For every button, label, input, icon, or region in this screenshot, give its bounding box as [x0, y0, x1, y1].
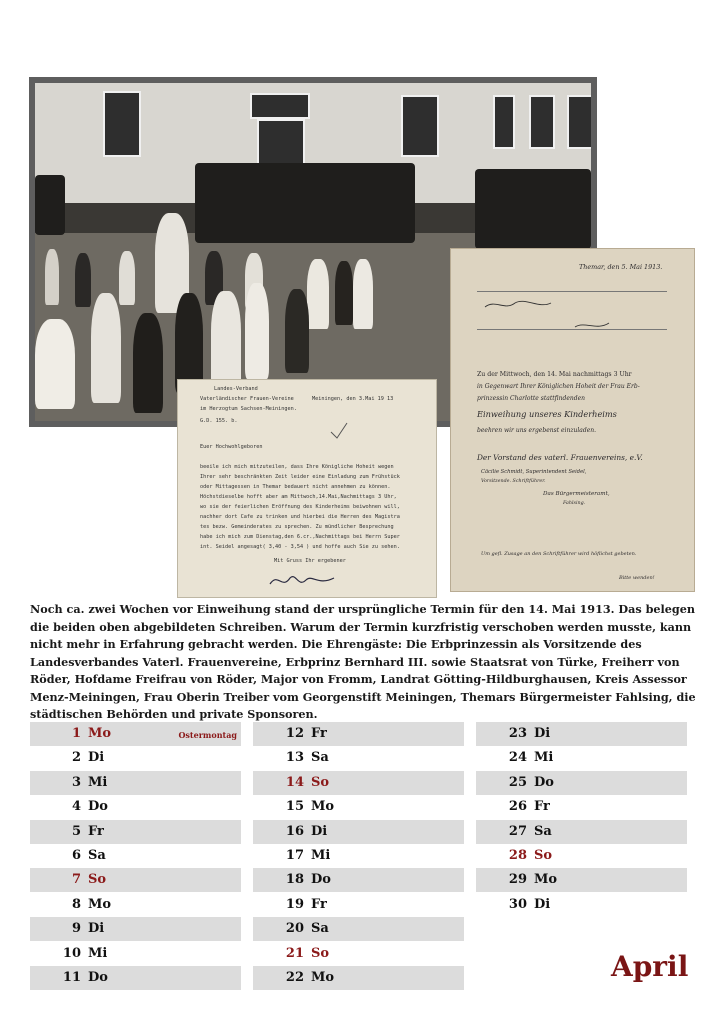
day-number: 17 [285, 848, 304, 863]
calendar-day-row [30, 746, 241, 770]
weekday-label: So [88, 872, 107, 888]
day-number: 1 [71, 726, 81, 741]
holiday-label: Ostermontag [178, 730, 237, 740]
calendar-day-row [30, 893, 241, 917]
calendar-day-row [253, 893, 464, 917]
weekday-label: Fr [311, 726, 327, 741]
day-number: 27 [508, 823, 527, 839]
building-window [250, 93, 310, 119]
weekday-label: Sa [311, 921, 329, 937]
calendar-day-row [30, 820, 241, 844]
day-number: 12 [285, 726, 304, 741]
weekday-label: Do [88, 970, 108, 985]
day-number: 2 [71, 750, 81, 766]
day-number: 30 [508, 896, 527, 912]
day-number: 5 [71, 823, 81, 839]
weekday-label: Fr [311, 896, 327, 912]
weekday-label: Fr [534, 799, 550, 815]
invitation-line: Um gefl. Zusage an den Schriftführer wird höflichst gebeten. [481, 551, 637, 557]
letter-left-line: Ihrer sehr beschränkten Zeit leider eine Einladung zum Frühstück [200, 474, 400, 480]
day-number: 9 [71, 921, 81, 937]
letter-left-line: int. Seidel angesagt( 3,40 - 3,54 ) und hoffe auch Sie zu sehen. [200, 544, 400, 550]
weekday-label: Di [534, 896, 551, 912]
child-figure [75, 253, 91, 307]
weekday-label: So [534, 848, 553, 863]
letter-left-line: Meiningen, den 3.Mai 19 13 [312, 396, 394, 402]
day-number: 11 [62, 970, 81, 985]
day-number: 23 [508, 726, 527, 741]
invitation-line: Das Bürgermeisteramt, [543, 491, 610, 497]
day-number: 15 [285, 799, 304, 815]
letter-landesverband [177, 379, 437, 598]
child-figure [133, 313, 163, 413]
calendar-day-row [253, 942, 464, 966]
letter-left-line: oder Mittagessen in Themar bedauert nicht annehmen zu können. [200, 484, 391, 490]
child-figure [91, 293, 121, 403]
day-number: 16 [285, 823, 304, 839]
letter-left-line: Höchstdieselbe hofft aber am Mittwoch,14.Mai,Nachmittags 3 Uhr, [200, 494, 397, 500]
calendar-day-row [30, 795, 241, 819]
calendar-day-row [30, 844, 241, 868]
invitation-line: Vorsitzende. Schriftführer. [481, 479, 546, 484]
day-number: 8 [71, 896, 81, 912]
weekday-label: Mo [88, 726, 112, 741]
child-figure [119, 251, 135, 305]
invitation-line: Der Vorstand des vaterl. Frauenvereins, e.V. [477, 453, 643, 462]
day-number: 4 [71, 799, 81, 815]
invitation-line: Cäcilie Schmidt, Superintendent Seidel, [481, 469, 587, 475]
weekday-label: Mo [311, 970, 335, 985]
calendar-day-row [476, 820, 687, 844]
calendar-day-row [253, 868, 464, 892]
child-figure [35, 319, 75, 409]
check-mark [328, 420, 350, 442]
child-figure [245, 283, 269, 379]
letter-left-line: tes bezw. Gemeinderates zu sprechen. Zu mündlicher Besprechung [200, 524, 394, 530]
calendar-day-row [253, 844, 464, 868]
weekday-label: Mo [534, 872, 558, 888]
day-number: 25 [508, 774, 527, 790]
day-number: 3 [71, 774, 81, 790]
weekday-label: Mo [88, 896, 112, 912]
crowd-group [35, 175, 65, 235]
weekday-label: Di [88, 750, 105, 766]
letter-left-line: Euer Hochwohlgeboren [200, 444, 263, 450]
letter-invitation [450, 248, 695, 592]
weekday-label: Mo [311, 799, 335, 815]
calendar-day-row [253, 820, 464, 844]
caption-text: Noch ca. zwei Wochen vor Einweihung stand der ursprüngliche Termin für den 14. Mai 1913. Das belegen die beiden oben abgebildeten Schreiben. Warum der Termin kurzfristig verschoben werden musste, kann nicht mehr in Erfahrung gebracht werden. Die Ehrengäste: Die Erbprinzessin als Vorsitzende des Landesverbandes Vaterl. Frauenvereine, Erbprinz Bernhard III. sowie Staatsrat von Türke, Freiherr von Röder, Hofdame Freifrau von Röder, Major von Fromm, Landrat Götting-Hildburghausen, Kreis Assessor Menz-Meiningen, Frau Oberin Treiber vom Georgenstift Meiningen, Themars Bürgermeister Fahlsing, die städtischen Behörden und private Sponsoren. [30, 602, 696, 721]
calendar-day-row [476, 868, 687, 892]
handwritten-address [481, 275, 641, 335]
letter-left-line: habe ich mich zum Dienstag,den 6.cr.,Nachmittags bei Herrn Super [200, 534, 400, 540]
day-number: 21 [285, 945, 304, 961]
building-window [529, 95, 555, 149]
weekday-label: Do [88, 799, 108, 815]
calendar-day-row [30, 917, 241, 941]
month-title: April [611, 950, 689, 983]
day-number: 18 [285, 872, 304, 888]
weekday-label: So [311, 774, 330, 790]
letter-left-line: Mit Gruss Ihr ergebener [274, 558, 346, 564]
child-figure [175, 293, 203, 393]
calendar-day-row [30, 942, 241, 966]
weekday-label: Sa [311, 750, 329, 766]
weekday-label: Mi [534, 750, 554, 766]
calendar-day-row [476, 771, 687, 795]
weekday-label: Sa [534, 823, 552, 839]
weekday-label: Mi [88, 774, 108, 790]
child-figure [353, 259, 373, 329]
invitation-line: Einweihung unseres Kinderheims [477, 409, 617, 419]
day-number: 13 [285, 750, 304, 766]
day-number: 28 [508, 848, 527, 863]
calendar-day-row [476, 844, 687, 868]
building-window [567, 95, 591, 149]
crowd-group [195, 163, 415, 243]
child-figure [211, 291, 241, 391]
weekday-label: Mi [311, 848, 331, 863]
day-number: 7 [71, 872, 81, 888]
calendar-day-row [30, 868, 241, 892]
weekday-label: Do [534, 774, 554, 790]
weekday-label: Di [534, 726, 551, 741]
weekday-label: Sa [88, 848, 106, 863]
child-figure [307, 259, 329, 329]
letter-left-line: Vaterländischer Frauen-Vereine [200, 396, 294, 402]
calendar-day-row [253, 771, 464, 795]
day-number: 26 [508, 799, 527, 815]
calendar-day-row [476, 746, 687, 770]
weekday-label: Di [311, 823, 328, 839]
child-figure [285, 289, 309, 373]
weekday-label: Fr [88, 823, 104, 839]
child-figure [335, 261, 353, 325]
calendar-day-row [253, 746, 464, 770]
invitation-line: in Gegenwart Ihrer Königlichen Hoheit der Frau Erb- [477, 383, 640, 390]
letter-left-line: beeile ich mich mitzuteilen, dass Ihre Königliche Hoheit wegen [200, 464, 394, 470]
calendar-day-row [253, 795, 464, 819]
invitation-line: Fahlsing. [563, 501, 586, 506]
weekday-label: Do [311, 872, 331, 888]
weekday-label: Di [88, 921, 105, 937]
calendar-day-row [253, 966, 464, 990]
building-window [401, 95, 439, 157]
day-number: 14 [285, 774, 304, 790]
invitation-line: Zu der Mittwoch, den 14. Mai nachmittags 3 Uhr [477, 371, 632, 378]
calendar-day-row [476, 722, 687, 746]
invitation-line: Bitte wenden! [619, 575, 655, 581]
day-number: 19 [285, 896, 304, 912]
child-figure [45, 249, 59, 305]
calendar-day-row [30, 966, 241, 990]
calendar-day-row [253, 917, 464, 941]
letter-left-line: wo sie der feierlichen Eröffnung des Kinderheims beiwohnen will, [200, 504, 400, 510]
weekday-label: Mi [88, 945, 108, 961]
day-number: 24 [508, 750, 527, 766]
day-number: 6 [71, 848, 81, 863]
day-number: 29 [508, 872, 527, 888]
letter-left-line: nachher dort Cafe zu trinken und hierbei die Herren des Magistra [200, 514, 400, 520]
building-window [103, 91, 141, 157]
day-number: 20 [285, 921, 304, 937]
invitation-date: Themar, den 5. Mai 1913. [579, 263, 663, 271]
signature-scribble [268, 570, 338, 592]
invitation-line: prinzessin Charlotte stattfindenden [477, 395, 586, 402]
calendar-day-row [476, 795, 687, 819]
letter-left-line: Landes-Verband [214, 386, 258, 392]
weekday-label: So [311, 945, 330, 961]
letter-left-line: G.D. 155. b. [200, 418, 238, 424]
calendar-day-row [253, 722, 464, 746]
building-window [493, 95, 515, 149]
calendar-day-row [30, 771, 241, 795]
day-number: 22 [285, 970, 304, 985]
letter-left-line: im Herzogtum Sachsen-Meiningen. [200, 406, 297, 412]
invitation-line: beehren wir uns ergebenst einzuladen. [477, 427, 597, 434]
day-number: 10 [62, 945, 81, 961]
calendar-day-row [30, 722, 241, 746]
calendar-day-row [476, 893, 687, 917]
crowd-group [475, 169, 591, 249]
